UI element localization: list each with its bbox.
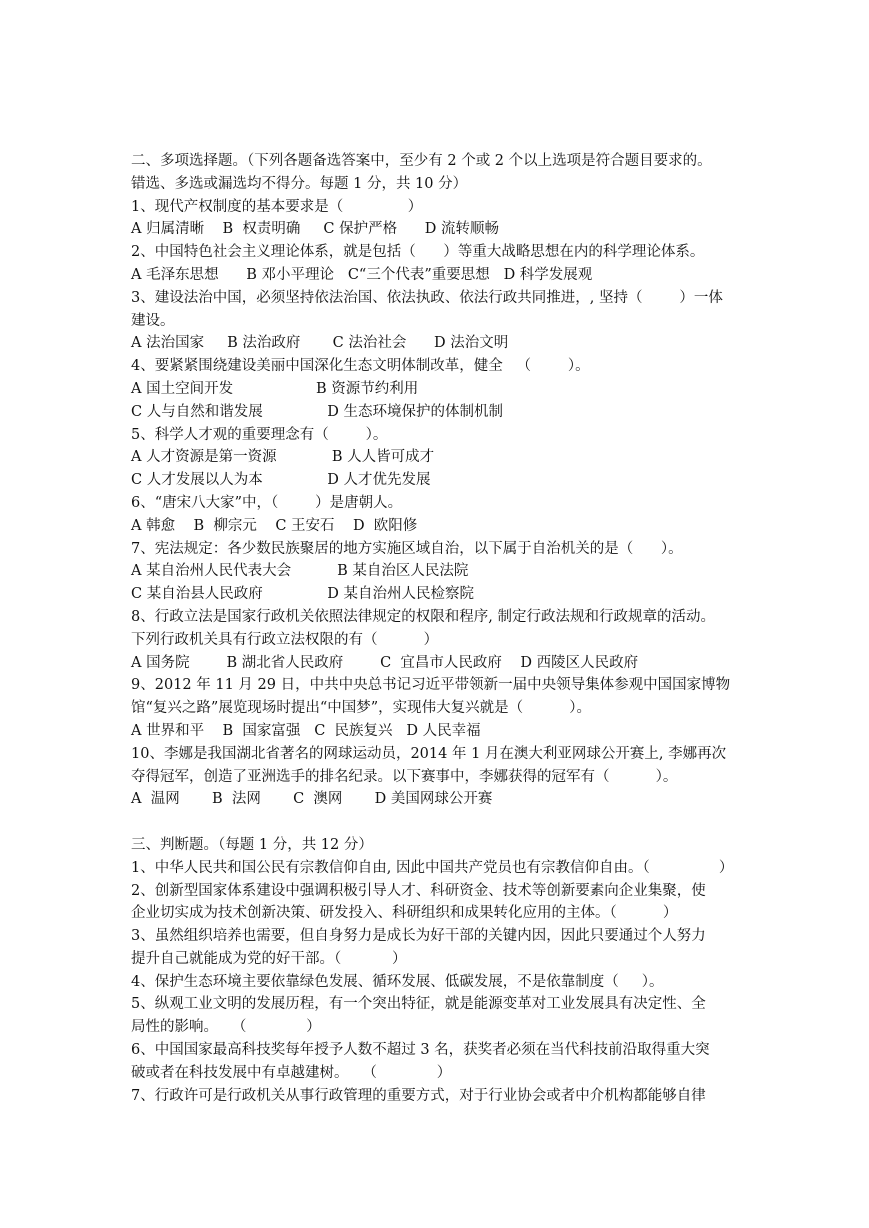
question-2 [131, 241, 743, 287]
question-stem: 1、现代产权制度的基本要求是（ ） [131, 198, 423, 215]
judgement-text: 企业切实成为技术创新决策、研发投入、科研组织和成果转化应用的主体。（ ） [131, 905, 678, 922]
heading-line: 三、判断题。（每题 1 分，共 12 分） [131, 836, 373, 853]
question-options: A 法治国家 B 法治政府 C 法治社会 D 法治文明 [131, 335, 509, 352]
question-5 [131, 424, 743, 492]
judgement-text: 2、创新型国家体系建设中强调积极引导人才、科研资金、技术等创新要素向企业集聚，使 [131, 882, 706, 899]
question-options: A 归属清晰 B 权责明确 C 保护严格 D 流转顺畅 [131, 221, 500, 238]
judgement-item-2 [131, 880, 743, 926]
question-options: A 温网 B 法网 C 澳网 D 美国网球公开赛 [131, 791, 493, 808]
question-7 [131, 538, 743, 606]
question-8 [131, 606, 743, 674]
question-9 [131, 674, 743, 742]
question-6 [131, 492, 743, 538]
heading-line: 二、多项选择题。（下列各题备选答案中，至少有 2 个或 2 个以上选项是符合题目要求的。 [131, 153, 712, 169]
question-options: A 毛泽东思想 B 邓小平理论 C“三个代表”重要思想 D 科学发展观 [131, 266, 593, 283]
section-heading [131, 150, 743, 196]
question-options: A 国土空间开发 B 资源节约利用 [131, 380, 419, 397]
question-stem: 6、“唐宋八大家”中，（ ）是唐朝人。 [131, 494, 403, 511]
question-stem: 10、李娜是我国湖北省著名的网球运动员，2014 年 1 月在澳大利亚网球公开赛上, 李娜再次 [131, 745, 727, 762]
exam-content [131, 150, 743, 1107]
judgement-text: 局性的影响。 （ ） [131, 1019, 321, 1036]
question-stem: 夺得冠军，创造了亚洲选手的排名纪录。以下赛事中，李娜获得的冠军有（ ）。 [131, 768, 678, 785]
question-stem: 8、行政立法是国家行政机关依照法律规定的权限和程序, 制定行政法规和行政规章的活动。 [131, 608, 715, 625]
judgement-item-3 [131, 925, 743, 971]
question-stem: 5、科学人才观的重要理念有（ ）。 [131, 426, 388, 443]
question-options: A 世界和平 B 国家富强 C 民族复兴 D 人民幸福 [131, 722, 481, 739]
judgement-text: 4、保护生态环境主要依靠绿色发展、循环发展、低碳发展，不是依靠制度（ ）。 [131, 973, 664, 990]
question-stem: 下列行政机关具有行政立法权限的有（ ） [131, 631, 439, 648]
question-stem: 3、建设法治中国，必须坚持依法治国、依法执政、依法行政共同推进，, 坚持（ ）一体 [131, 289, 723, 306]
heading-line: 错选、多选或漏选均不得分。每题 1 分，共 10 分） [131, 175, 468, 192]
question-stem: 建设。 [131, 312, 175, 329]
judgement-text: 破或者在科技发展中有卓越建树。 （ ） [131, 1064, 452, 1081]
question-options: A 韩愈 B 柳宗元 C 王安石 D 欧阳修 [131, 517, 418, 534]
judgement-item-5 [131, 993, 743, 1039]
judgement-item-4 [131, 971, 743, 994]
question-options: A 国务院 B 湖北省人民政府 C 宜昌市人民政府 D 西陵区人民政府 [131, 654, 639, 671]
question-stem: 2、中国特色社会主义理论体系，就是包括（ ）等重大战略思想在内的科学理论体系。 [131, 244, 705, 261]
judgement-item-1 [131, 857, 743, 880]
judgement-text: 6、中国国家最高科技奖每年授予人数不超过 3 名，获奖者必须在当代科技前沿取得重大突 [131, 1042, 710, 1059]
question-options: C 人才发展以人为本 D 人才优先发展 [131, 472, 431, 489]
question-options: C 人与自然和谐发展 D 生态环境保护的体制机制 [131, 403, 503, 420]
section-true-false [131, 834, 743, 1108]
question-options: C 某自治县人民政府 D 某自治州人民检察院 [131, 586, 474, 603]
question-stem: 馆“复兴之路”展览现场时提出“中国梦”，实现伟大复兴就是（ ）。 [131, 700, 591, 717]
question-stem: 4、要紧紧围绕建设美丽中国深化生态文明体制改革，健全 （ ）。 [131, 358, 590, 375]
section-multiple-choice [131, 150, 743, 811]
question-stem: 9、2012 年 11 月 29 日，中共中央总书记习近平带领新一届中央领导集体参观中国国家博物 [131, 677, 731, 694]
judgement-text: 7、行政许可是行政机关从事行政管理的重要方式，对于行业协会或者中介机构都能够自律 [131, 1087, 706, 1104]
question-3 [131, 287, 743, 355]
judgement-text: 5、纵观工业文明的发展历程，有一个突出特征，就是能源变革对工业发展具有决定性、全 [131, 996, 706, 1013]
judgement-item-6 [131, 1039, 743, 1085]
judgement-text: 3、虽然组织培养也需要，但自身努力是成长为好干部的关键内因，因此只要通过个人努力 [131, 928, 706, 945]
question-10 [131, 743, 743, 811]
question-options: A 某自治州人民代表大会 B 某自治区人民法院 [131, 563, 469, 580]
judgement-text: 提升自己就能成为党的好干部。（ ） [131, 950, 407, 967]
judgement-text: 1、中华人民共和国公民有宗教信仰自由, 因此中国共产党员也有宗教信仰自由。（ ） [131, 859, 734, 876]
question-4 [131, 355, 743, 423]
section-spacer [131, 811, 743, 834]
section-heading [131, 834, 743, 857]
question-options: A 人才资源是第一资源 B 人人皆可成才 [131, 449, 435, 466]
question-stem: 7、宪法规定：各少数民族聚居的地方实施区域自治，以下属于自治机关的是（ ）。 [131, 540, 683, 557]
question-1 [131, 196, 743, 242]
judgement-item-7 [131, 1085, 743, 1108]
